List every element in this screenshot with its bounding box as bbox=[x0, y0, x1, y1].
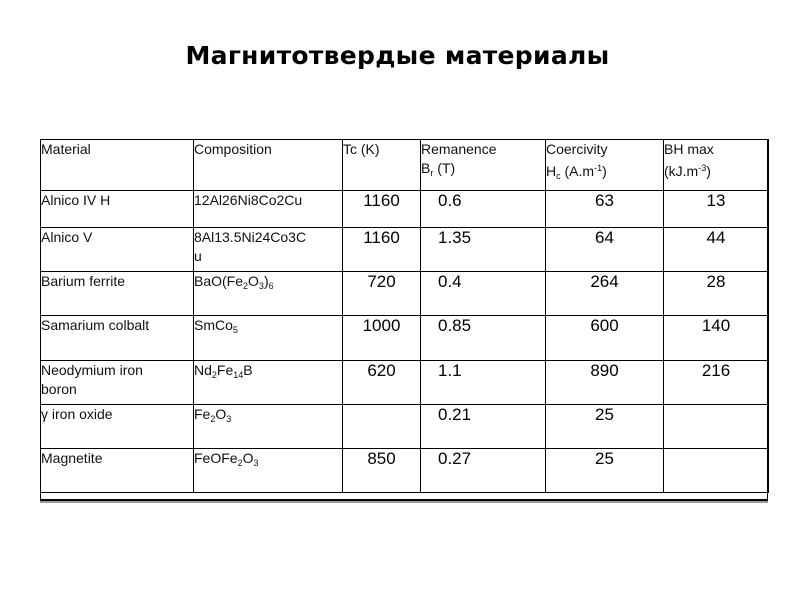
cell-composition bbox=[194, 449, 343, 493]
table-row bbox=[41, 272, 769, 316]
formula-part: FeOFe bbox=[194, 450, 238, 466]
header-coercivity-label: Coercivity bbox=[546, 141, 608, 157]
formula-subscript: 2 bbox=[211, 370, 217, 380]
cell-composition bbox=[194, 272, 343, 316]
table-row bbox=[41, 449, 769, 493]
cell-tc: 720 bbox=[343, 272, 421, 316]
formula-part: O bbox=[242, 450, 254, 466]
material-text: iron oxide bbox=[48, 406, 113, 422]
cell-coercivity: 264 bbox=[546, 272, 664, 316]
cell-material: Alnico IV H bbox=[41, 191, 194, 228]
cell-material: Alnico V bbox=[41, 228, 194, 272]
header-remanence-subscript: r bbox=[430, 168, 434, 178]
cell-remanence: 1.35 bbox=[421, 228, 546, 272]
material-line-1: Neodymium iron bbox=[41, 362, 143, 378]
cell-coercivity: 64 bbox=[546, 228, 664, 272]
cell-material bbox=[41, 405, 194, 449]
header-remanence-label: Remanence bbox=[421, 141, 497, 157]
material-line-2: boron bbox=[41, 381, 77, 397]
cell-composition bbox=[194, 228, 343, 272]
cell-composition bbox=[194, 405, 343, 449]
header-coercivity-close: ) bbox=[602, 163, 607, 179]
header-material: Material bbox=[41, 140, 194, 191]
table-row bbox=[41, 405, 769, 449]
cell-coercivity: 600 bbox=[546, 316, 664, 361]
table-row bbox=[41, 191, 769, 228]
header-bhmax-unit-exponent: -3 bbox=[698, 163, 707, 173]
formula-part: Fe bbox=[194, 406, 211, 422]
cell-tc: 620 bbox=[343, 361, 421, 405]
cell-bhmax: 28 bbox=[664, 272, 769, 316]
header-coercivity-symbol: H bbox=[546, 163, 557, 179]
formula-part: Fe bbox=[216, 362, 234, 378]
cell-remanence: 0.4 bbox=[421, 272, 546, 316]
formula-part: BaO(Fe bbox=[194, 273, 244, 289]
header-bhmax-close: ) bbox=[706, 163, 711, 179]
header-tc: Tc (K) bbox=[343, 140, 421, 191]
header-remanence-symbol: B bbox=[421, 160, 431, 176]
cell-composition bbox=[194, 361, 343, 405]
cell-tc: 850 bbox=[343, 449, 421, 493]
cell-coercivity: 25 bbox=[546, 405, 664, 449]
composition-line-1: 8Al13.5Ni24Co3C bbox=[194, 229, 307, 245]
cell-material: Barium ferrite bbox=[41, 272, 194, 316]
table-row bbox=[41, 361, 769, 405]
cell-tc: 1160 bbox=[343, 228, 421, 272]
composition-line-2: u bbox=[194, 248, 202, 264]
table-row bbox=[41, 316, 769, 361]
cell-bhmax bbox=[664, 449, 769, 493]
table-row bbox=[41, 228, 769, 272]
header-composition: Composition bbox=[194, 140, 343, 191]
cell-remanence: 0.85 bbox=[421, 316, 546, 361]
cell-coercivity: 63 bbox=[546, 191, 664, 228]
materials-table bbox=[40, 139, 769, 493]
formula-part: SmCo bbox=[194, 317, 233, 333]
header-remanence-unit: (T) bbox=[437, 160, 456, 176]
formula-part: ) bbox=[263, 273, 269, 289]
cell-coercivity: 890 bbox=[546, 361, 664, 405]
header-bhmax-unit: (kJ.m bbox=[664, 163, 699, 179]
header-bhmax-label: BH max bbox=[664, 141, 714, 157]
cell-composition: 12Al26Ni8Co2Cu bbox=[194, 191, 343, 228]
formula-subscript: 6 bbox=[268, 281, 274, 291]
formula-part: O bbox=[215, 406, 227, 422]
cell-bhmax: 44 bbox=[664, 228, 769, 272]
cell-bhmax bbox=[664, 405, 769, 449]
cell-remanence: 1.1 bbox=[421, 361, 546, 405]
formula-subscript: 3 bbox=[253, 458, 259, 468]
cell-composition bbox=[194, 316, 343, 361]
cell-material: Samarium colbalt bbox=[41, 316, 194, 361]
formula-part: Nd bbox=[194, 362, 212, 378]
header-coercivity-unit: (A.m bbox=[564, 163, 595, 179]
cell-remanence: 0.27 bbox=[421, 449, 546, 493]
header-bhmax bbox=[664, 140, 769, 191]
cell-bhmax: 216 bbox=[664, 361, 769, 405]
formula-subscript: 2 bbox=[210, 414, 216, 424]
formula-subscript: 14 bbox=[233, 370, 244, 380]
formula-subscript: 2 bbox=[237, 458, 243, 468]
page-title: Магнитотвердые материалы bbox=[185, 41, 610, 70]
formula-part: O bbox=[248, 273, 259, 289]
cell-bhmax: 140 bbox=[664, 316, 769, 361]
cell-remanence: 0.21 bbox=[421, 405, 546, 449]
cell-tc bbox=[343, 405, 421, 449]
cell-tc: 1160 bbox=[343, 191, 421, 228]
header-coercivity-unit-exponent: -1 bbox=[594, 163, 603, 173]
formula-subscript: 5 bbox=[232, 325, 238, 335]
gamma-symbol: γ bbox=[41, 406, 48, 422]
cell-coercivity: 25 bbox=[546, 449, 664, 493]
formula-part: B bbox=[243, 362, 253, 378]
header-coercivity-subscript: c bbox=[556, 171, 561, 181]
cell-material bbox=[41, 361, 194, 405]
cell-material: Magnetite bbox=[41, 449, 194, 493]
cell-remanence: 0.6 bbox=[421, 191, 546, 228]
formula-subscript: 3 bbox=[258, 281, 264, 291]
header-coercivity bbox=[546, 140, 664, 191]
formula-subscript: 2 bbox=[243, 281, 249, 291]
cell-tc: 1000 bbox=[343, 316, 421, 361]
header-remanence bbox=[421, 140, 546, 191]
cell-bhmax: 13 bbox=[664, 191, 769, 228]
formula-subscript: 3 bbox=[226, 414, 232, 424]
table-header-row bbox=[41, 140, 769, 191]
